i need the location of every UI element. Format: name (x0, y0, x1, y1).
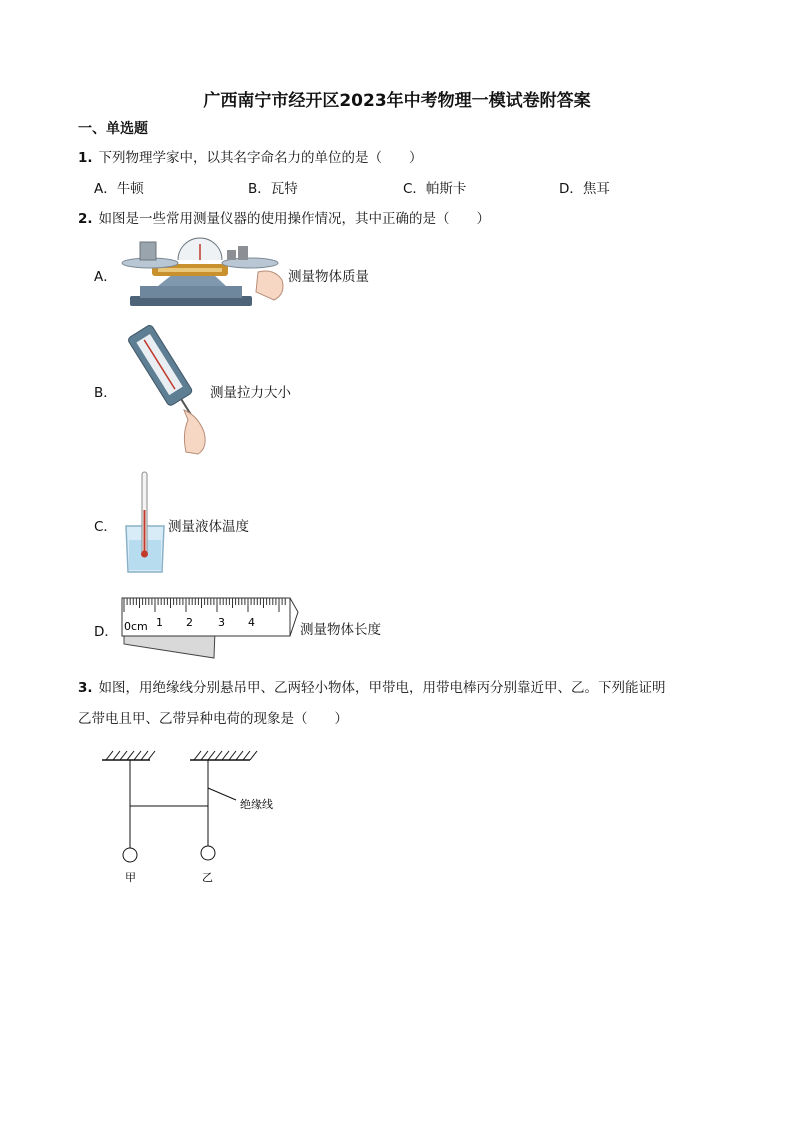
q2-option-d-letter: D． (94, 624, 118, 640)
question-text-line-1: 如图，用绝缘线分别悬吊甲、乙两轻小物体，甲带电，用带电棒丙分别靠近甲、乙。下列能证明 (98, 680, 666, 696)
ceiling-hatch (134, 751, 141, 760)
question-number: 2. (78, 211, 93, 227)
ruler-figure (118, 594, 304, 662)
ceiling-hatch (215, 751, 222, 760)
thermometer-beaker-figure (120, 470, 170, 576)
ruler-label-2: 2 (186, 616, 193, 629)
ceiling-hatch (148, 751, 155, 760)
spring-scale-figure (118, 322, 214, 456)
question-3 (78, 676, 666, 696)
ceiling-hatch (222, 751, 229, 760)
ceiling-hatch (120, 751, 127, 760)
balance-scale-figure (118, 234, 290, 310)
ceiling-hatch (201, 751, 208, 760)
ceiling-hatch (208, 751, 215, 760)
ceiling-hatch (229, 751, 236, 760)
question-2 (78, 207, 490, 227)
question-text: 下列物理学家中，以其名字命名力的单位的是（ ） (98, 150, 423, 166)
q1-option-d: D．焦耳 (559, 181, 610, 197)
ceiling-hatch (194, 751, 201, 760)
insulated-thread-label: 绝缘线 (240, 798, 273, 811)
ceiling-hatch (127, 751, 134, 760)
question-text: 如图是一些常用测量仪器的使用操作情况，其中正确的是（ ） (98, 211, 491, 227)
ceiling-hatch (243, 751, 250, 760)
ceiling-hatch (113, 751, 120, 760)
q2-option-b-caption: 测量拉力大小 (210, 385, 291, 401)
q2-option-a-letter: A． (94, 269, 117, 285)
q2-option-c-letter: C． (94, 519, 117, 535)
question-number: 1. (78, 150, 93, 166)
object-yi-label: 乙 (202, 871, 213, 884)
ceiling-hatch (236, 751, 243, 760)
q1-option-a: A．牛顿 (94, 181, 144, 197)
q2-option-c-caption: 测量液体温度 (168, 519, 249, 535)
ruler-label-1: 1 (156, 616, 163, 629)
ceiling-hatch (250, 751, 257, 760)
q2-option-d-caption: 测量物体长度 (300, 622, 381, 638)
q2-option-a-caption: 测量物体质量 (288, 269, 369, 285)
object-jia-label: 甲 (125, 871, 136, 884)
q1-option-b: B．瓦特 (248, 181, 298, 197)
ruler-label-0: 0cm (124, 620, 148, 633)
ceiling-hatch (141, 751, 148, 760)
ruler-label-4: 4 (248, 616, 255, 629)
q1-option-c: C．帕斯卡 (403, 181, 467, 197)
question-number: 3. (78, 680, 93, 696)
section-heading: 一、单选题 (78, 121, 148, 137)
suspended-objects-figure (100, 748, 300, 890)
ruler-label-3: 3 (218, 616, 225, 629)
page-title: 广西南宁市经开区2023年中考物理一模试卷附答案 (203, 91, 591, 111)
question-1 (78, 146, 423, 166)
ceiling-hatch (106, 751, 113, 760)
q2-option-b-letter: B． (94, 385, 117, 401)
question-3-line-2: 乙带电且甲、乙带异种电荷的现象是（ ） (78, 711, 348, 727)
